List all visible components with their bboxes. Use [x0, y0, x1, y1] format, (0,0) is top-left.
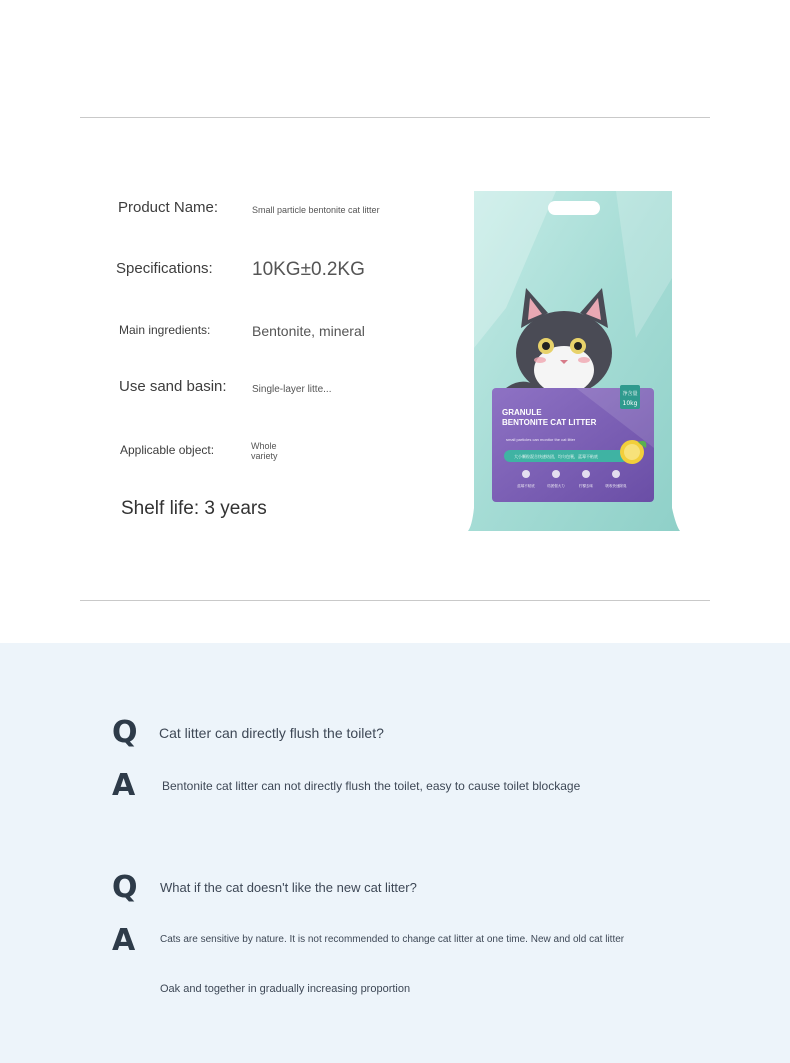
faq-2-answer-line2: Oak and together in gradually increasing proportion [160, 983, 411, 995]
product-name-label: Product Name: [118, 199, 219, 216]
faq-section [0, 643, 790, 1063]
sand-basin-value: Single-layer litte... [252, 384, 332, 395]
faq-2-question: What if the cat doesn't like the new cat litter? [160, 880, 417, 895]
bag-feature-3: 柠檬去味 [579, 484, 593, 488]
shelf-life: Shelf life: 3 years [121, 498, 267, 519]
faq-2-q-letter: Q [112, 870, 138, 905]
bottom-divider [80, 600, 710, 601]
applicable-object-value: Whole variety [251, 441, 278, 461]
sand-basin-label: Use sand basin: [119, 378, 227, 395]
faq-1-question: Cat litter can directly flush the toilet? [159, 725, 384, 741]
bag-badge-top: 净含量 [622, 391, 638, 397]
bag-feature-1: 蓝莓不粘底 [517, 484, 535, 488]
applicable-object-label: Applicable object: [120, 443, 215, 457]
specifications-label: Specifications: [116, 260, 213, 277]
faq-2-answer: Cats are sensitive by nature. It is not recommended to change cat litter at one time. New and old cat litter [160, 934, 625, 945]
faq-1-a-letter: A [112, 768, 136, 803]
faq-1-q-letter: Q [112, 715, 138, 750]
bag-strip-text: 大小颗粒混合快速结团，均匀包裹，蓝莓不粘底 [514, 454, 598, 459]
faq-1-answer: Bentonite cat litter can not directly flush the toilet, easy to cause toilet blockage [162, 779, 581, 793]
cat-litter-bag-image [466, 188, 682, 534]
specifications-value: 10KG±0.2KG [252, 259, 365, 280]
bag-badge-weight: 10kg [622, 400, 638, 407]
bag-feature-4: 吸收快速除臭 [605, 484, 627, 488]
ingredients-label: Main ingredients: [119, 323, 211, 337]
faq-2-a-letter: A [112, 923, 136, 958]
bag-feature-2: 结团强大力 [547, 484, 565, 488]
ingredients-value: Bentonite, mineral [252, 323, 365, 339]
bag-title-line2: BENTONITE CAT LITTER [502, 418, 597, 427]
product-name-value: Small particle bentonite cat litter [252, 205, 380, 215]
bag-title-line1: GRANULE [502, 408, 542, 417]
top-divider [80, 117, 710, 118]
bag-subtitle: small particles can monitor the cat litter [506, 437, 576, 442]
